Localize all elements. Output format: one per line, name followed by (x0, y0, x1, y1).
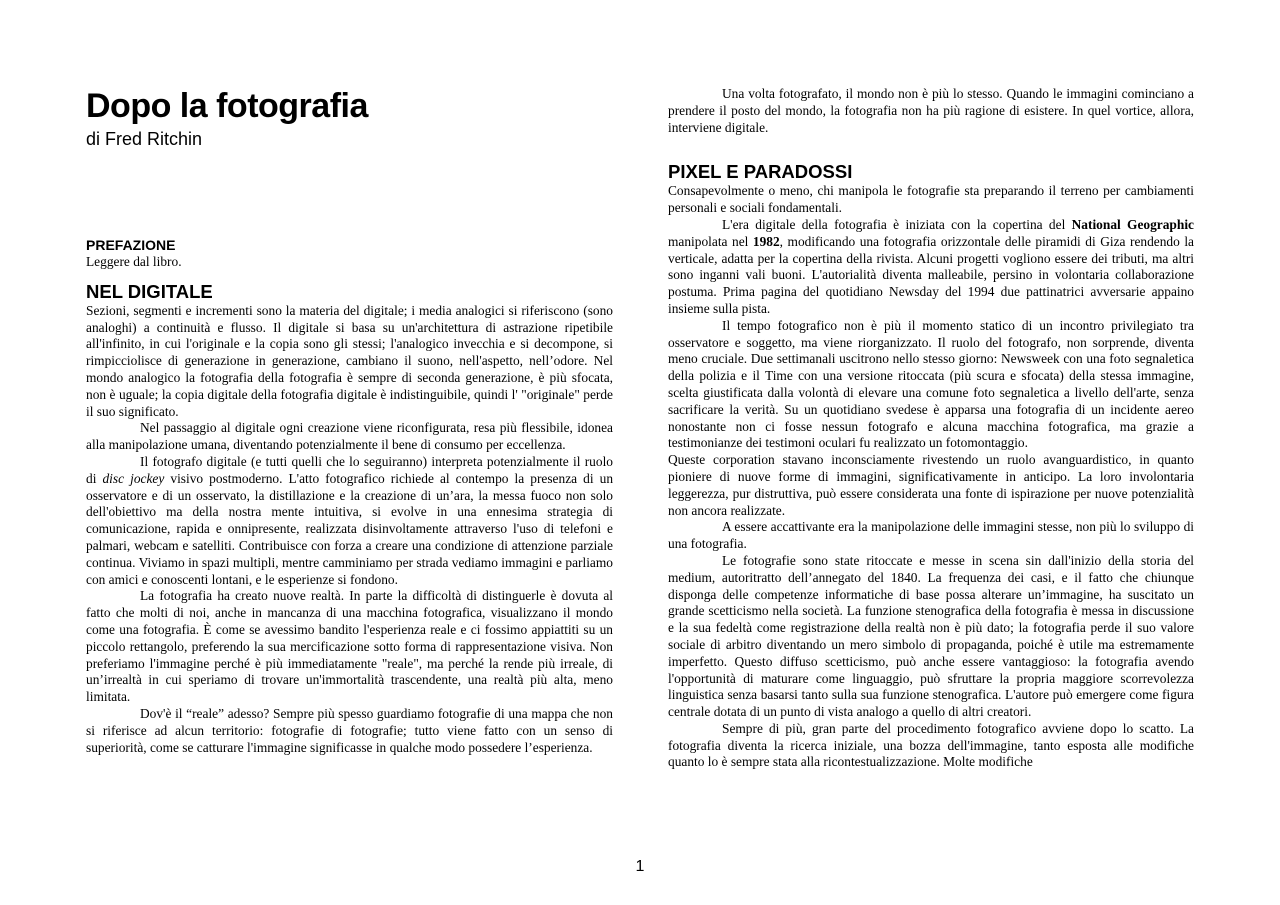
pixel-paradossi-paragraph-2 (668, 217, 1194, 318)
paragraph-2-text-c: manipolata nel (668, 233, 753, 249)
pixel-paradossi-paragraph-7: Sempre di più, gran parte del procedimento fotografico avviene dopo lo scatto. La fotografia diventa la ricerca iniziale, una bozza dell'immagine, tanto esposta alle modifiche quanto lo è sempre stata alla ricontestualizzazione. Molte modifiche (668, 720, 1194, 770)
right-intro-paragraph: Una volta fotografato, il mondo non è più lo stesso. Quando le immagini cominciano a prendere il posto del mondo, la fotografia non ha più ragione di esistere. In quel vortice, allora, interviene digitale. (668, 86, 1194, 135)
year-1982-bold: 1982 (752, 233, 780, 249)
nel-digitale-paragraph-3 (86, 454, 613, 588)
nel-digitale-paragraph-5: Dov'è il “reale” adesso? Sempre più spesso guardiamo fotografie di una mappa che non si riferisce ad alcun territorio: fotografie di fotografie; tutto viene fatto con un senso di superiorità, come se catturare l'immagine significasse in qualche modo possedere l’esperienza. (86, 705, 613, 755)
document-author: di Fred Ritchin (86, 129, 203, 149)
disc-jockey-italic: disc jockey (102, 470, 165, 486)
nel-digitale-paragraph-4: La fotografia ha creato nuove realtà. In parte la difficoltà di distinguerle è dovuta al fatto che molti di noi, anche in mancanza di una macchina fotografica, visualizzano il mondo come una fotografia. È come se avessimo bandito l'esperienza reale e ci fossimo appiattiti su un piccolo rettangolo, preferendo la sua mercificazione sotto forma di rappresentazione visiva. Non preferiamo l'immagine perché è più immediatamente "reale", ma perché la rende più irreale, di un’irrealtà in cui speriamo di trovare un'immortalità trascendente, una realtà più alta, meno limitata. (86, 588, 613, 705)
paragraph-2-text-a: L'era digitale della fotografia è iniziata con la copertina del (722, 216, 1072, 232)
right-column (668, 0, 1194, 771)
nel-digitale-paragraph-1: Sezioni, segmenti e incrementi sono la materia del digitale; i media analogici si riferiscono (sono analoghi) a continuità e flusso. Il digitale si basa su un'architettura di astrazione ripetibile all'infinito, in cui l'originale e la copia sono gli stessi; l'analogico invecchia e si decompone, si rimpicciolisce di generazione in generazione, cambiano il suono, nell'aspetto, nell’odore. Nel mondo analogico la fotografia della fotografia è sempre di seconda generazione, è più sfocata, non è uguale; la copia digitale della fotografia digitale è indistinguibile, quindi l' "originale" perde il suo significato. (86, 302, 613, 419)
nel-digitale-paragraph-2: Nel passaggio al digitale ogni creazione viene riconfigurata, resa più flessibile, idonea alla manipolazione umana, diventando potenzialmente il bene di consumo per eccellenza. (86, 420, 613, 453)
left-column (86, 0, 613, 756)
prefazione-text: Leggere dal libro. (86, 254, 182, 269)
national-geographic-bold: National Geographic (1071, 216, 1194, 232)
prefazione-heading: PREFAZIONE (86, 237, 176, 253)
pixel-paradossi-paragraph-6: Le fotografie sono state ritoccate e messe in scena sin dall'inizio della storia del medium, autoritratto dell’annegato del 1840. La frequenza dei casi, e il fatto che chiunque disponga delle competenze informatiche di base possa alterare un’immagine, ha suscitato un grande scetticismo nella società. La funzione stenografica della fotografia è messa in discussione e la sua fedeltà come registrazione della realtà non è più dato; la fotografia perde il suo valore sociale di arbitro diventando un mero simbolo di propaganda, poiché è utile ma estremamente imperfetto. Questo diffuso scetticismo, può anche essere vantaggioso: la fotografia avendo l'opportunità di maturare come linguaggio, può sfruttare la propria maggiore scorrevolezza linguistica senza basarsi tanto sulla sua funzione stenografica. L'autore può emergere come figura centrale dotata di un punto di vista analogo a quello di altri creatori. (668, 552, 1194, 720)
pixel-paradossi-heading: PIXEL E PARADOSSI (668, 161, 853, 183)
document-title: Dopo la fotografia (86, 87, 368, 125)
pixel-paradossi-paragraph-4: Queste corporation stavano inconsciamente rivestendo un ruolo avanguardistico, in quanto pioniere di nuove forme di immagini, significativamente in anticipo. La loro involontaria leggerezza, pur distruttiva, può essere considerata una fonte di ispirazione per nuove potenzialità non ancora realizzate. (668, 452, 1194, 518)
paragraph-2-text-e: , modificando una fotografia orizzontale delle piramidi di Giza rendendo la verticale, adatta per la copertina della rivista. Alcuni progetti vogliono essere dei tributi, ma altri sono inganni vali buoni. L'autorialità diventa malleabile, persino in volontaria collaborazione postuma. Prima pagina del quotidiano Newsday del 1994 due pattinatrici avversarie appaino insieme sulla pista. (668, 233, 1194, 316)
pixel-paradossi-paragraph-5: A essere accattivante era la manipolazione delle immagini stesse, non più lo sviluppo di una fotografia. (668, 519, 1194, 552)
nel-digitale-heading: NEL DIGITALE (86, 280, 213, 302)
paragraph-3-text-start: Il fotografo digitale (e tutti quelli che lo seguiranno) interpreta potenzialmente il ruolo di (86, 453, 613, 486)
page-number: 1 (635, 858, 645, 875)
paragraph-3-text-end: visivo postmoderno. L'atto fotografico richiede al contempo la presenza di un osservatore e di un osservato, la distillazione e la creazione di un’ara, la messa fuoco non solo dell'obiettivo ma della nostra mente intuitiva, si evolve in una ennesima strategia di comunicazione, rapida e onnipresente, realizzata disinvoltamente attraverso l'uso di telefoni e palmari, webcam e satelliti. Contribuisce con forza a creare una condizione di attenzione parziale continua. Viviamo in spazi multipli, mentre camminiamo per strada vediamo immagini e parliamo con amici e conoscenti lontani, e le esperienze si fondono. (86, 470, 614, 587)
pixel-paradossi-paragraph-3: Il tempo fotografico non è più il momento statico di un incontro privilegiato tra osservatore e soggetto, ma viene riorganizzato. Il ruolo del fotografo, non sorprende, diventa meno cruciale. Due settimanali uscitrono nello stesso giorno: Newsweek con una foto segnaletica della polizia e il Time con una versione ritoccata (più scura e sfocata) della stessa immagine, scelta giustificata dalla volontà di elevare una comune foto segnaletica a livello dell'arte, senza sacrificare la verità. Su un quotidiano svedese è apparsa una fotografia di un incidente aereo nonostante non ci fosse nessun fotografo e alcuna macchina fotografica, ma grazie a testimonianze dei testimoni oculari fu realizzato un fotomontaggio. (668, 317, 1194, 451)
pixel-paradossi-paragraph-1: Consapevolmente o meno, chi manipola le fotografie sta preparando il terreno per cambiamenti personali e sociali fondamentali. (668, 183, 1194, 216)
